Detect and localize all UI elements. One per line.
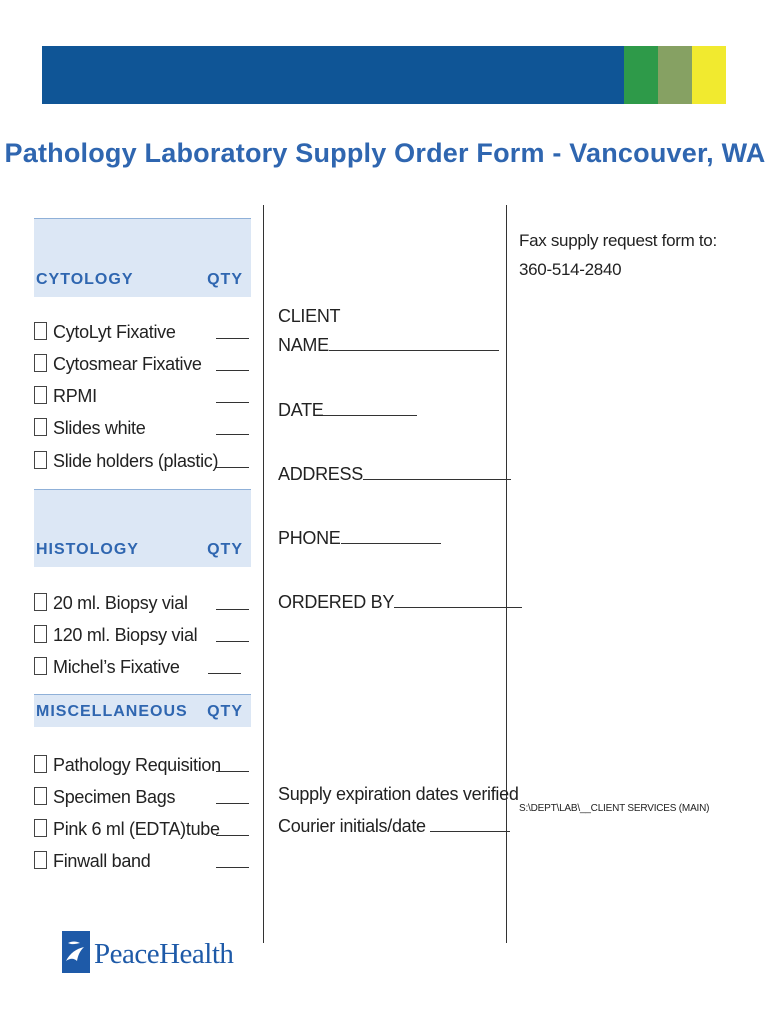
histology-qty-label: QTY [207,541,243,558]
name-input-line[interactable] [329,334,499,351]
list-item [34,415,249,441]
qty-field[interactable] [216,867,249,868]
peacehealth-dove-icon [62,931,90,973]
dove-icon [62,931,90,973]
client-name-field[interactable] [278,334,499,356]
ordered-by-label: ORDERED BY [278,592,395,612]
phone-field[interactable] [278,527,441,549]
item-label: Finwall band [53,851,151,871]
qty-field[interactable] [216,467,249,468]
item-label: Slides white [53,418,146,438]
name-label: NAME [278,335,329,355]
item-label: Cytosmear Fixative [53,354,202,374]
fax-instructions [519,226,717,284]
address-label: ADDRESS [278,464,363,484]
qty-field[interactable] [216,771,249,772]
phone-label: PHONE [278,528,341,548]
ordered-by-input-line[interactable] [394,591,522,608]
phone-input-line[interactable] [341,527,441,544]
item-label: CytoLyt Fixative [53,322,176,342]
cytology-header [34,218,251,297]
checkbox[interactable] [34,787,47,805]
list-item [34,784,249,810]
item-label: RPMI [53,386,97,406]
list-item [34,351,249,377]
date-field[interactable] [278,399,417,421]
banner-stripe-olive [658,46,692,104]
banner-stripe-yellow [692,46,726,104]
list-item [34,448,249,474]
client-label: CLIENT [278,306,341,326]
list-item [34,383,249,409]
checkbox[interactable] [34,851,47,869]
qty-field[interactable] [216,370,249,371]
qty-field[interactable] [216,434,249,435]
address-field[interactable] [278,463,511,485]
checkbox[interactable] [34,819,47,837]
misc-label: MISCELLANEOUS [36,703,188,720]
cytology-label: CYTOLOGY [36,271,134,288]
expiration-label: Supply expiration dates verified [278,784,519,804]
list-item [34,319,249,345]
list-item [34,848,249,874]
checkbox[interactable] [34,354,47,372]
checkbox[interactable] [34,755,47,773]
date-label: DATE [278,400,324,420]
histology-label: HISTOLOGY [36,541,139,558]
address-input-line[interactable] [363,463,511,480]
courier-field[interactable] [278,815,510,837]
item-label: Michel’s Fixative [53,657,180,677]
cytology-qty-label: QTY [207,271,243,288]
qty-field[interactable] [216,338,249,339]
item-label: Specimen Bags [53,787,176,807]
qty-field[interactable] [216,402,249,403]
item-label: Slide holders (plastic) [53,451,219,471]
qty-field[interactable] [216,609,249,610]
list-item [34,752,249,778]
item-label: 120 ml. Biopsy vial [53,625,198,645]
date-input-line[interactable] [323,399,417,416]
checkbox[interactable] [34,593,47,611]
qty-field[interactable] [216,803,249,804]
checkbox[interactable] [34,322,47,340]
fax-line: Fax supply request form to: [519,231,717,250]
checkbox[interactable] [34,451,47,469]
item-label: Pathology Requisition [53,755,221,775]
list-item [34,590,249,616]
histology-header [34,489,251,567]
courier-label: Courier initials/date [278,816,426,836]
page-title: Pathology Laboratory Supply Order Form - Vancouver, WA [4,138,766,168]
column-divider-left [263,205,264,943]
list-item [34,654,249,680]
checkbox[interactable] [34,625,47,643]
qty-field[interactable] [216,641,249,642]
checkbox[interactable] [34,418,47,436]
qty-field[interactable] [216,835,249,836]
list-item [34,816,249,842]
file-path: S:\DEPT\LAB\__CLIENT SERVICES (MAIN) [519,803,710,814]
qty-field[interactable] [208,673,241,674]
ordered-by-field[interactable] [278,591,522,613]
misc-qty-label: QTY [207,703,243,720]
item-label: 20 ml. Biopsy vial [53,593,188,613]
checkbox[interactable] [34,386,47,404]
fax-number: 360-514-2840 [519,260,622,279]
checkbox[interactable] [34,657,47,675]
item-label: Pink 6 ml (EDTA)tube [53,819,220,839]
misc-header [34,694,251,727]
banner-stripe-green [624,46,658,104]
list-item [34,622,249,648]
peacehealth-logo: PeaceHealth [94,938,234,970]
courier-input-line[interactable] [430,815,510,832]
